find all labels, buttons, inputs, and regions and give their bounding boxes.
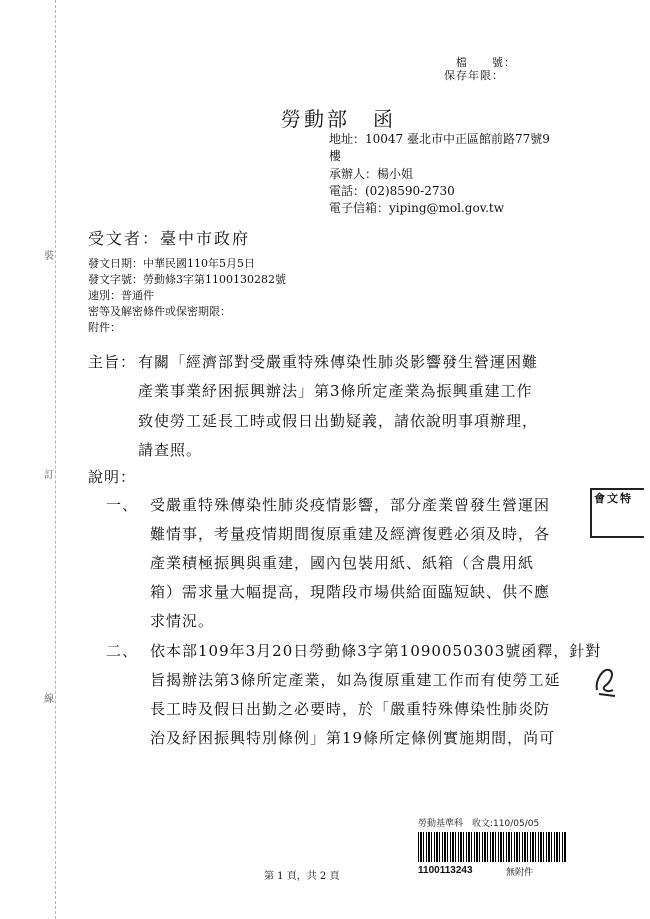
retention-label: 保存年限： (444, 69, 504, 82)
receipt-stamp: 勞動基準科 收文:110/05/05 (418, 819, 540, 829)
subject-label: 主旨： (88, 353, 137, 371)
subject-line: 致使勞工延長工時或假日出勤疑義，請依說明事項辦理， (138, 412, 539, 430)
sender-address-line1: 地址：10047 臺北市中正區館前路77號9 (329, 132, 550, 146)
item-line: 治及紓困振興特別條例」第19條所定條例實施期間，尚可 (150, 729, 556, 747)
binding-mark-bottom: 線 (44, 694, 54, 705)
clip-mark (593, 660, 619, 698)
binding-line (55, 0, 56, 919)
item-line: 箱）需求量大幅提高，現階段市場供給面臨短缺、供不應 (150, 583, 551, 601)
item-number: 二、 (106, 642, 139, 660)
item-line: 求情況。 (150, 612, 215, 630)
binding-mark-top: 裝 (44, 251, 54, 262)
item-line: 長工時及假日出勤之必要時，於「嚴重特殊傳染性肺炎防 (150, 700, 551, 718)
receipt-note: 無附件 (506, 868, 534, 878)
item-line: 旨揭辦法第3條所定產業，如為復原重建工作而有使勞工延 (150, 671, 561, 689)
item-number: 一、 (106, 496, 139, 514)
sender-address-line2: 樓 (329, 149, 342, 163)
item-line: 產業積極振興與重建，國內包裝用紙、紙箱（含農用紙 (150, 554, 535, 572)
barcode (418, 832, 566, 862)
page-number: 第 1 頁，共 2 頁 (264, 871, 340, 882)
sender-handler: 承辦人：楊小姐 (329, 167, 414, 181)
subject-line: 產業事業紓困振興辦法」第3條所定產業為振興重建工作 (138, 382, 533, 400)
barcode-number: 1100113243 (418, 865, 473, 876)
explanation-label: 說明： (88, 468, 137, 486)
seal-stamp: 會文特 (590, 488, 644, 538)
subject-line: 請查照。 (138, 441, 203, 459)
recipient: 受文者：臺中市政府 (88, 229, 251, 248)
sender-email: 電子信箱：yiping@mol.gov.tw (329, 201, 504, 215)
speed: 速別：普通件 (88, 289, 154, 302)
issue-date: 發文日期：中華民國110年5月5日 (88, 257, 255, 270)
item-line: 難情事，考量疫情期間復原重建及經濟復甦必須及時，各 (150, 525, 551, 543)
document-title: 勞動部 函 (281, 107, 396, 131)
security-level: 密等及解密條件或保密期限： (88, 305, 231, 318)
attachment: 附件： (88, 321, 121, 334)
sender-phone: 電話：(02)8590-2730 (329, 184, 455, 198)
item-line: 受嚴重特殊傳染性肺炎疫情影響，部分產業曾發生營運困 (150, 496, 551, 514)
issue-number: 發文字號：勞動條3字第1100130282號 (88, 273, 286, 286)
binding-mark-middle: 訂 (44, 470, 54, 481)
subject-line: 有關「經濟部對受嚴重特殊傳染性肺炎影響發生營運困難 (138, 353, 539, 371)
file-number-label: 檔 號： (456, 56, 516, 69)
item-line: 依本部109年3月20日勞動條3字第1090050303號函釋，針對 (150, 642, 602, 660)
